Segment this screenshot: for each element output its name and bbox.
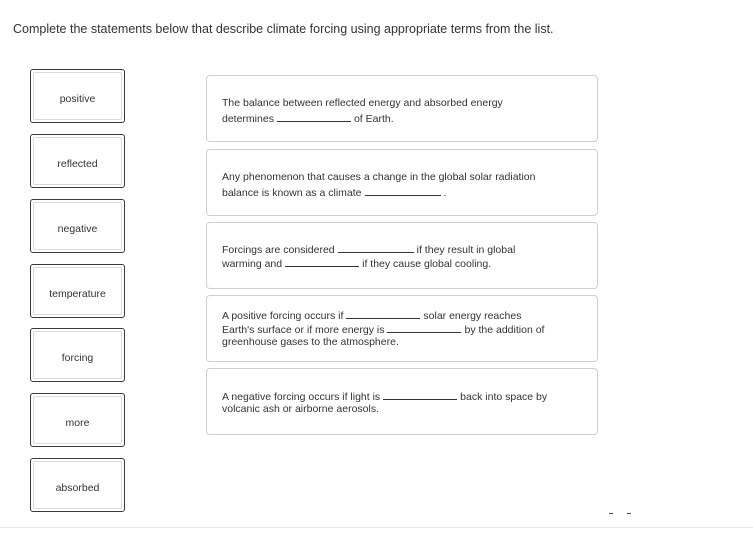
statement-1 <box>206 75 598 142</box>
blank-drop-zone-6[interactable] <box>387 321 461 333</box>
statement-text: volcanic ash or airborne aerosols. <box>222 403 379 415</box>
term-negative[interactable]: negative <box>30 199 125 253</box>
statement-2-line-1 <box>222 170 535 184</box>
statement-text: of Earth. <box>353 113 394 125</box>
statement-2-line-2 <box>222 184 446 200</box>
statement-text: balance is known as a climate <box>222 187 362 199</box>
statement-text: A negative forcing occurs if light is <box>222 391 381 403</box>
statement-text: determines <box>222 113 274 125</box>
term-reflected[interactable]: reflected <box>30 134 125 188</box>
statement-4-line-3 <box>222 335 399 349</box>
statement-text: solar energy reaches <box>423 310 522 322</box>
term-forcing[interactable]: forcing <box>30 328 125 382</box>
term-absorbed[interactable]: absorbed <box>30 458 125 512</box>
instruction-text: Complete the statements below that describe climate forcing using appropriate terms from the list. <box>13 22 554 36</box>
blank-drop-zone-5[interactable] <box>346 307 420 319</box>
blank-drop-zone-7[interactable] <box>383 388 457 400</box>
statement-text: Forcings are considered <box>222 244 335 256</box>
statement-1-line-1 <box>222 96 503 110</box>
statement-text: . <box>443 187 447 199</box>
statement-3-line-2 <box>222 255 491 271</box>
statement-text: warming and <box>222 258 283 270</box>
blank-drop-zone-3[interactable] <box>338 241 414 253</box>
statement-text: greenhouse gases to the atmosphere. <box>222 336 399 348</box>
statement-text: Earth's surface or if more energy is <box>222 324 385 336</box>
bottom-divider <box>0 527 753 528</box>
statement-2 <box>206 149 598 216</box>
term-temperature[interactable]: temperature <box>30 264 125 318</box>
statement-text: The balance between reflected energy and absorbed energy <box>222 97 503 109</box>
statement-text: if they result in global <box>416 244 516 256</box>
resize-handle-icon <box>609 513 631 515</box>
blank-drop-zone-2[interactable] <box>365 184 441 196</box>
term-bank <box>0 0 140 512</box>
blank-drop-zone-1[interactable] <box>277 110 351 122</box>
statement-text: if they cause global cooling. <box>362 258 492 270</box>
blank-drop-zone-4[interactable] <box>285 255 359 267</box>
term-positive[interactable]: positive <box>30 69 125 123</box>
statement-1-line-2 <box>222 110 394 126</box>
statement-3 <box>206 222 598 289</box>
statement-text: A positive forcing occurs if <box>222 310 344 322</box>
term-more[interactable]: more <box>30 393 125 447</box>
statement-text: back into space by <box>460 391 548 403</box>
statement-text: Any phenomenon that causes a change in the global solar radiation <box>222 171 536 183</box>
statement-5-line-2 <box>222 402 379 416</box>
statement-4 <box>206 295 598 362</box>
statement-5 <box>206 368 598 435</box>
statement-text: by the addition of <box>464 324 545 336</box>
